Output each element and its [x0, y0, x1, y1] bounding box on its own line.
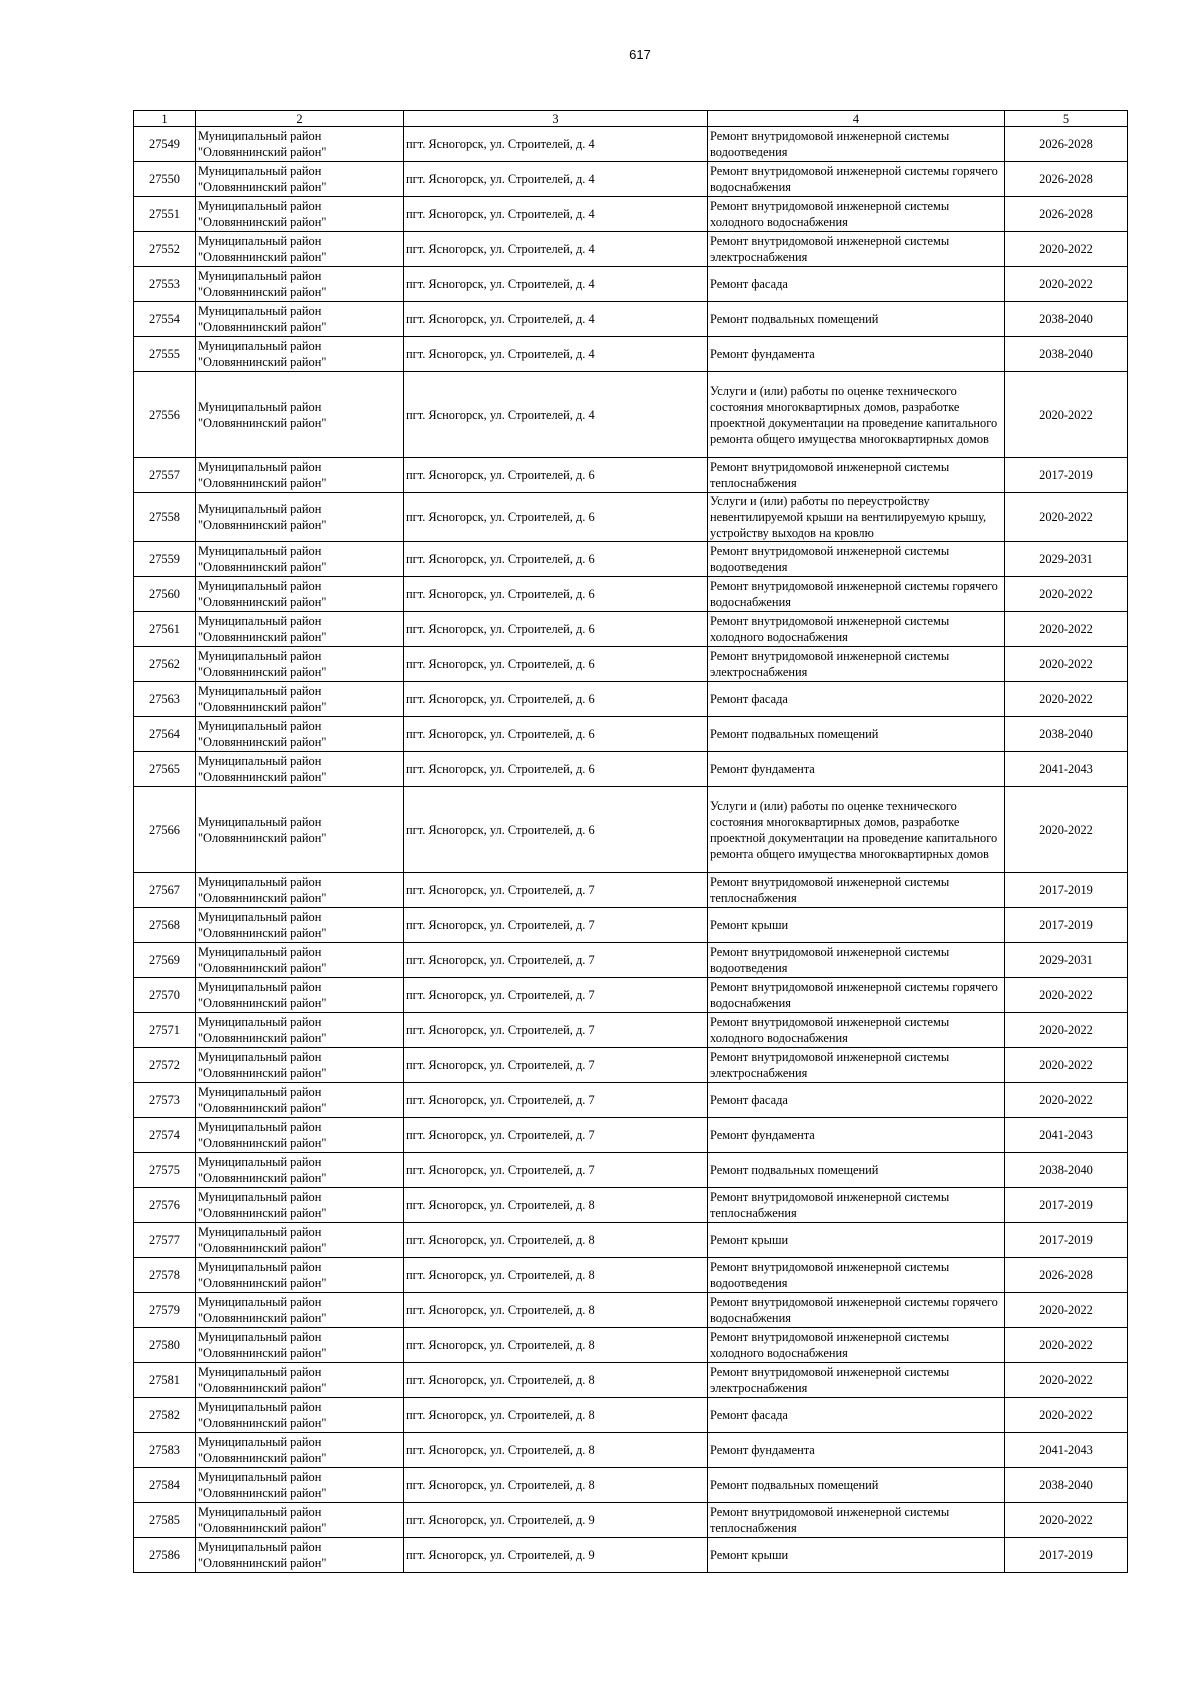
- period-cell: 2026-2028: [1005, 127, 1128, 162]
- address-cell: пгт. Ясногорск, ул. Строителей, д. 8: [404, 1468, 708, 1503]
- address-cell: пгт. Ясногорск, ул. Строителей, д. 7: [404, 943, 708, 978]
- row-number-cell: 27564: [134, 717, 196, 752]
- table-header-row: [134, 111, 1128, 127]
- table-row: [134, 682, 1128, 717]
- work-type-cell: Ремонт крыши: [708, 1223, 1005, 1258]
- row-number-cell: 27559: [134, 542, 196, 577]
- row-number-cell: 27578: [134, 1258, 196, 1293]
- row-number-cell: 27560: [134, 577, 196, 612]
- table-row: [134, 1048, 1128, 1083]
- table-row: [134, 337, 1128, 372]
- municipal-area-cell: Муниципальный район "Оловяннинский район": [196, 1083, 404, 1118]
- period-cell: 2029-2031: [1005, 542, 1128, 577]
- municipal-area-cell: Муниципальный район "Оловяннинский район": [196, 1503, 404, 1538]
- work-type-cell: Ремонт внутридомовой инженерной системы теплоснабжения: [708, 1503, 1005, 1538]
- municipal-area-cell: Муниципальный район "Оловяннинский район": [196, 542, 404, 577]
- address-cell: пгт. Ясногорск, ул. Строителей, д. 8: [404, 1258, 708, 1293]
- work-type-cell: Ремонт внутридомовой инженерной системы электроснабжения: [708, 232, 1005, 267]
- work-type-cell: Ремонт подвальных помещений: [708, 717, 1005, 752]
- work-type-cell: Ремонт подвальных помещений: [708, 1468, 1005, 1503]
- period-cell: 2020-2022: [1005, 682, 1128, 717]
- municipal-area-cell: Муниципальный район "Оловяннинский район": [196, 1538, 404, 1573]
- table-row: [134, 127, 1128, 162]
- period-cell: 2026-2028: [1005, 197, 1128, 232]
- column-header-1: 1: [134, 111, 196, 127]
- table-body: [134, 127, 1128, 1573]
- period-cell: 2020-2022: [1005, 787, 1128, 873]
- municipal-area-cell: Муниципальный район "Оловяннинский район": [196, 1118, 404, 1153]
- table-row: [134, 1013, 1128, 1048]
- row-number-cell: 27557: [134, 458, 196, 493]
- work-type-cell: Ремонт внутридомовой инженерной системы теплоснабжения: [708, 458, 1005, 493]
- row-number-cell: 27571: [134, 1013, 196, 1048]
- municipal-area-cell: Муниципальный район "Оловяннинский район": [196, 1258, 404, 1293]
- row-number-cell: 27574: [134, 1118, 196, 1153]
- municipal-area-cell: Муниципальный район "Оловяннинский район": [196, 647, 404, 682]
- row-number-cell: 27586: [134, 1538, 196, 1573]
- municipal-area-cell: Муниципальный район "Оловяннинский район": [196, 682, 404, 717]
- period-cell: 2038-2040: [1005, 1468, 1128, 1503]
- capital-repair-table: [133, 110, 1128, 1573]
- column-header-2: 2: [196, 111, 404, 127]
- work-type-cell: Ремонт внутридомовой инженерной системы электроснабжения: [708, 1363, 1005, 1398]
- work-type-cell: Ремонт внутридомовой инженерной системы теплоснабжения: [708, 873, 1005, 908]
- column-header-4: 4: [708, 111, 1005, 127]
- municipal-area-cell: Муниципальный район "Оловяннинский район": [196, 337, 404, 372]
- address-cell: пгт. Ясногорск, ул. Строителей, д. 7: [404, 873, 708, 908]
- address-cell: пгт. Ясногорск, ул. Строителей, д. 4: [404, 162, 708, 197]
- row-number-cell: 27563: [134, 682, 196, 717]
- work-type-cell: Ремонт фасада: [708, 267, 1005, 302]
- row-number-cell: 27579: [134, 1293, 196, 1328]
- work-type-cell: Ремонт внутридомовой инженерной системы холодного водоснабжения: [708, 1013, 1005, 1048]
- municipal-area-cell: Муниципальный район "Оловяннинский район": [196, 1153, 404, 1188]
- address-cell: пгт. Ясногорск, ул. Строителей, д. 6: [404, 458, 708, 493]
- page-number: 617: [629, 47, 651, 62]
- row-number-cell: 27580: [134, 1328, 196, 1363]
- address-cell: пгт. Ясногорск, ул. Строителей, д. 8: [404, 1433, 708, 1468]
- period-cell: 2020-2022: [1005, 1503, 1128, 1538]
- work-type-cell: Ремонт внутридомовой инженерной системы горячего водоснабжения: [708, 978, 1005, 1013]
- municipal-area-cell: Муниципальный район "Оловяннинский район": [196, 1013, 404, 1048]
- table-row: [134, 1503, 1128, 1538]
- period-cell: 2026-2028: [1005, 1258, 1128, 1293]
- table-row: [134, 1153, 1128, 1188]
- work-type-cell: Ремонт внутридомовой инженерной системы электроснабжения: [708, 647, 1005, 682]
- work-type-cell: Услуги и (или) работы по оценке технического состояния многоквартирных домов, разработке проектной документации на проведение капитального ремонта общего имущества многоквартирных домов: [708, 787, 1005, 873]
- table-row: [134, 1188, 1128, 1223]
- table-row: [134, 197, 1128, 232]
- work-type-cell: Ремонт крыши: [708, 1538, 1005, 1573]
- table-row: [134, 1258, 1128, 1293]
- municipal-area-cell: Муниципальный район "Оловяннинский район": [196, 458, 404, 493]
- period-cell: 2017-2019: [1005, 1223, 1128, 1258]
- row-number-cell: 27581: [134, 1363, 196, 1398]
- table-row: [134, 302, 1128, 337]
- period-cell: 2020-2022: [1005, 232, 1128, 267]
- table-row: [134, 162, 1128, 197]
- row-number-cell: 27585: [134, 1503, 196, 1538]
- table-row: [134, 612, 1128, 647]
- address-cell: пгт. Ясногорск, ул. Строителей, д. 7: [404, 1013, 708, 1048]
- period-cell: 2017-2019: [1005, 1538, 1128, 1573]
- period-cell: 2017-2019: [1005, 458, 1128, 493]
- period-cell: 2017-2019: [1005, 873, 1128, 908]
- period-cell: 2020-2022: [1005, 612, 1128, 647]
- period-cell: 2020-2022: [1005, 577, 1128, 612]
- row-number-cell: 27573: [134, 1083, 196, 1118]
- table-row: [134, 943, 1128, 978]
- row-number-cell: 27562: [134, 647, 196, 682]
- municipal-area-cell: Муниципальный район "Оловяннинский район": [196, 577, 404, 612]
- table-row: [134, 787, 1128, 873]
- address-cell: пгт. Ясногорск, ул. Строителей, д. 6: [404, 647, 708, 682]
- address-cell: пгт. Ясногорск, ул. Строителей, д. 6: [404, 717, 708, 752]
- municipal-area-cell: Муниципальный район "Оловяннинский район": [196, 1433, 404, 1468]
- address-cell: пгт. Ясногорск, ул. Строителей, д. 8: [404, 1293, 708, 1328]
- row-number-cell: 27553: [134, 267, 196, 302]
- address-cell: пгт. Ясногорск, ул. Строителей, д. 4: [404, 267, 708, 302]
- municipal-area-cell: Муниципальный район "Оловяннинский район": [196, 978, 404, 1013]
- work-type-cell: Ремонт подвальных помещений: [708, 302, 1005, 337]
- table-row: [134, 873, 1128, 908]
- row-number-cell: 27549: [134, 127, 196, 162]
- address-cell: пгт. Ясногорск, ул. Строителей, д. 7: [404, 1083, 708, 1118]
- period-cell: 2020-2022: [1005, 978, 1128, 1013]
- address-cell: пгт. Ясногорск, ул. Строителей, д. 6: [404, 752, 708, 787]
- work-type-cell: Ремонт подвальных помещений: [708, 1153, 1005, 1188]
- municipal-area-cell: Муниципальный район "Оловяннинский район": [196, 232, 404, 267]
- row-number-cell: 27576: [134, 1188, 196, 1223]
- row-number-cell: 27556: [134, 372, 196, 458]
- work-type-cell: Ремонт внутридомовой инженерной системы теплоснабжения: [708, 1188, 1005, 1223]
- work-type-cell: Ремонт крыши: [708, 908, 1005, 943]
- table-row: [134, 1118, 1128, 1153]
- table-row: [134, 1363, 1128, 1398]
- row-number-cell: 27567: [134, 873, 196, 908]
- period-cell: 2038-2040: [1005, 302, 1128, 337]
- period-cell: 2020-2022: [1005, 1328, 1128, 1363]
- table-row: [134, 232, 1128, 267]
- row-number-cell: 27570: [134, 978, 196, 1013]
- address-cell: пгт. Ясногорск, ул. Строителей, д. 7: [404, 1153, 708, 1188]
- municipal-area-cell: Муниципальный район "Оловяннинский район": [196, 127, 404, 162]
- row-number-cell: 27558: [134, 493, 196, 542]
- work-type-cell: Ремонт внутридомовой инженерной системы водоотведения: [708, 127, 1005, 162]
- table-row: [134, 1083, 1128, 1118]
- period-cell: 2020-2022: [1005, 1083, 1128, 1118]
- period-cell: 2041-2043: [1005, 752, 1128, 787]
- work-type-cell: Ремонт фундамента: [708, 1118, 1005, 1153]
- period-cell: 2020-2022: [1005, 267, 1128, 302]
- municipal-area-cell: Муниципальный район "Оловяннинский район": [196, 873, 404, 908]
- municipal-area-cell: Муниципальный район "Оловяннинский район": [196, 1363, 404, 1398]
- work-type-cell: Ремонт внутридомовой инженерной системы холодного водоснабжения: [708, 612, 1005, 647]
- address-cell: пгт. Ясногорск, ул. Строителей, д. 4: [404, 302, 708, 337]
- column-header-5: 5: [1005, 111, 1128, 127]
- municipal-area-cell: Муниципальный район "Оловяннинский район": [196, 908, 404, 943]
- table-row: [134, 1468, 1128, 1503]
- work-type-cell: Ремонт внутридомовой инженерной системы горячего водоснабжения: [708, 162, 1005, 197]
- address-cell: пгт. Ясногорск, ул. Строителей, д. 8: [404, 1188, 708, 1223]
- work-type-cell: Ремонт внутридомовой инженерной системы холодного водоснабжения: [708, 197, 1005, 232]
- address-cell: пгт. Ясногорск, ул. Строителей, д. 6: [404, 542, 708, 577]
- municipal-area-cell: Муниципальный район "Оловяннинский район": [196, 1328, 404, 1363]
- period-cell: 2020-2022: [1005, 372, 1128, 458]
- row-number-cell: 27551: [134, 197, 196, 232]
- address-cell: пгт. Ясногорск, ул. Строителей, д. 8: [404, 1328, 708, 1363]
- municipal-area-cell: Муниципальный район "Оловяннинский район": [196, 1293, 404, 1328]
- address-cell: пгт. Ясногорск, ул. Строителей, д. 6: [404, 682, 708, 717]
- work-type-cell: Ремонт фундамента: [708, 1433, 1005, 1468]
- table-row: [134, 458, 1128, 493]
- row-number-cell: 27554: [134, 302, 196, 337]
- work-type-cell: Ремонт фундамента: [708, 752, 1005, 787]
- table-row: [134, 978, 1128, 1013]
- address-cell: пгт. Ясногорск, ул. Строителей, д. 7: [404, 1048, 708, 1083]
- table-row: [134, 372, 1128, 458]
- table-row: [134, 542, 1128, 577]
- row-number-cell: 27565: [134, 752, 196, 787]
- row-number-cell: 27582: [134, 1398, 196, 1433]
- work-type-cell: Ремонт внутридомовой инженерной системы водоотведения: [708, 542, 1005, 577]
- period-cell: 2020-2022: [1005, 1048, 1128, 1083]
- table-row: [134, 267, 1128, 302]
- row-number-cell: 27569: [134, 943, 196, 978]
- municipal-area-cell: Муниципальный район "Оловяннинский район": [196, 162, 404, 197]
- municipal-area-cell: Муниципальный район "Оловяннинский район": [196, 943, 404, 978]
- row-number-cell: 27550: [134, 162, 196, 197]
- table-row: [134, 647, 1128, 682]
- table-row: [134, 1538, 1128, 1573]
- period-cell: 2029-2031: [1005, 943, 1128, 978]
- municipal-area-cell: Муниципальный район "Оловяннинский район": [196, 372, 404, 458]
- table-row: [134, 752, 1128, 787]
- municipal-area-cell: Муниципальный район "Оловяннинский район": [196, 302, 404, 337]
- address-cell: пгт. Ясногорск, ул. Строителей, д. 7: [404, 978, 708, 1013]
- municipal-area-cell: Муниципальный район "Оловяннинский район": [196, 267, 404, 302]
- address-cell: пгт. Ясногорск, ул. Строителей, д. 4: [404, 232, 708, 267]
- table-row: [134, 1293, 1128, 1328]
- period-cell: 2017-2019: [1005, 1188, 1128, 1223]
- address-cell: пгт. Ясногорск, ул. Строителей, д. 4: [404, 197, 708, 232]
- row-number-cell: 27583: [134, 1433, 196, 1468]
- municipal-area-cell: Муниципальный район "Оловяннинский район": [196, 1468, 404, 1503]
- row-number-cell: 27568: [134, 908, 196, 943]
- address-cell: пгт. Ясногорск, ул. Строителей, д. 6: [404, 493, 708, 542]
- table-row: [134, 1223, 1128, 1258]
- work-type-cell: Ремонт фасада: [708, 1398, 1005, 1433]
- table-row: [134, 717, 1128, 752]
- row-number-cell: 27577: [134, 1223, 196, 1258]
- period-cell: 2026-2028: [1005, 162, 1128, 197]
- address-cell: пгт. Ясногорск, ул. Строителей, д. 4: [404, 337, 708, 372]
- work-type-cell: Ремонт фундамента: [708, 337, 1005, 372]
- row-number-cell: 27584: [134, 1468, 196, 1503]
- work-type-cell: Ремонт внутридомовой инженерной системы холодного водоснабжения: [708, 1328, 1005, 1363]
- address-cell: пгт. Ясногорск, ул. Строителей, д. 9: [404, 1538, 708, 1573]
- table-row: [134, 1433, 1128, 1468]
- period-cell: 2038-2040: [1005, 1153, 1128, 1188]
- work-type-cell: Ремонт внутридомовой инженерной системы электроснабжения: [708, 1048, 1005, 1083]
- row-number-cell: 27552: [134, 232, 196, 267]
- period-cell: 2017-2019: [1005, 908, 1128, 943]
- row-number-cell: 27566: [134, 787, 196, 873]
- row-number-cell: 27555: [134, 337, 196, 372]
- period-cell: 2020-2022: [1005, 1363, 1128, 1398]
- municipal-area-cell: Муниципальный район "Оловяннинский район": [196, 752, 404, 787]
- row-number-cell: 27575: [134, 1153, 196, 1188]
- address-cell: пгт. Ясногорск, ул. Строителей, д. 6: [404, 787, 708, 873]
- address-cell: пгт. Ясногорск, ул. Строителей, д. 8: [404, 1398, 708, 1433]
- address-cell: пгт. Ясногорск, ул. Строителей, д. 7: [404, 1118, 708, 1153]
- address-cell: пгт. Ясногорск, ул. Строителей, д. 8: [404, 1363, 708, 1398]
- table-row: [134, 908, 1128, 943]
- municipal-area-cell: Муниципальный район "Оловяннинский район": [196, 1223, 404, 1258]
- address-cell: пгт. Ясногорск, ул. Строителей, д. 6: [404, 612, 708, 647]
- address-cell: пгт. Ясногорск, ул. Строителей, д. 8: [404, 1223, 708, 1258]
- period-cell: 2041-2043: [1005, 1118, 1128, 1153]
- municipal-area-cell: Муниципальный район "Оловяннинский район": [196, 493, 404, 542]
- address-cell: пгт. Ясногорск, ул. Строителей, д. 4: [404, 372, 708, 458]
- period-cell: 2020-2022: [1005, 1293, 1128, 1328]
- municipal-area-cell: Муниципальный район "Оловяннинский район": [196, 1048, 404, 1083]
- municipal-area-cell: Муниципальный район "Оловяннинский район": [196, 197, 404, 232]
- period-cell: 2020-2022: [1005, 1013, 1128, 1048]
- row-number-cell: 27561: [134, 612, 196, 647]
- work-type-cell: Ремонт внутридомовой инженерной системы водоотведения: [708, 943, 1005, 978]
- table-row: [134, 493, 1128, 542]
- table-row: [134, 577, 1128, 612]
- municipal-area-cell: Муниципальный район "Оловяннинский район": [196, 612, 404, 647]
- work-type-cell: Услуги и (или) работы по оценке технического состояния многоквартирных домов, разработке проектной документации на проведение капитального ремонта общего имущества многоквартирных домов: [708, 372, 1005, 458]
- work-type-cell: Ремонт фасада: [708, 682, 1005, 717]
- address-cell: пгт. Ясногорск, ул. Строителей, д. 9: [404, 1503, 708, 1538]
- address-cell: пгт. Ясногорск, ул. Строителей, д. 6: [404, 577, 708, 612]
- table-row: [134, 1398, 1128, 1433]
- table-row: [134, 1328, 1128, 1363]
- work-type-cell: Ремонт фасада: [708, 1083, 1005, 1118]
- period-cell: 2041-2043: [1005, 1433, 1128, 1468]
- period-cell: 2020-2022: [1005, 647, 1128, 682]
- column-header-3: 3: [404, 111, 708, 127]
- period-cell: 2038-2040: [1005, 717, 1128, 752]
- period-cell: 2020-2022: [1005, 1398, 1128, 1433]
- address-cell: пгт. Ясногорск, ул. Строителей, д. 7: [404, 908, 708, 943]
- address-cell: пгт. Ясногорск, ул. Строителей, д. 4: [404, 127, 708, 162]
- municipal-area-cell: Муниципальный район "Оловяннинский район": [196, 1188, 404, 1223]
- municipal-area-cell: Муниципальный район "Оловяннинский район": [196, 787, 404, 873]
- municipal-area-cell: Муниципальный район "Оловяннинский район": [196, 717, 404, 752]
- municipal-area-cell: Муниципальный район "Оловяннинский район": [196, 1398, 404, 1433]
- row-number-cell: 27572: [134, 1048, 196, 1083]
- work-type-cell: Услуги и (или) работы по переустройству невентилируемой крыши на вентилируемую крышу, устройству выходов на кровлю: [708, 493, 1005, 542]
- period-cell: 2038-2040: [1005, 337, 1128, 372]
- work-type-cell: Ремонт внутридомовой инженерной системы горячего водоснабжения: [708, 1293, 1005, 1328]
- period-cell: 2020-2022: [1005, 493, 1128, 542]
- work-type-cell: Ремонт внутридомовой инженерной системы горячего водоснабжения: [708, 577, 1005, 612]
- work-type-cell: Ремонт внутридомовой инженерной системы водоотведения: [708, 1258, 1005, 1293]
